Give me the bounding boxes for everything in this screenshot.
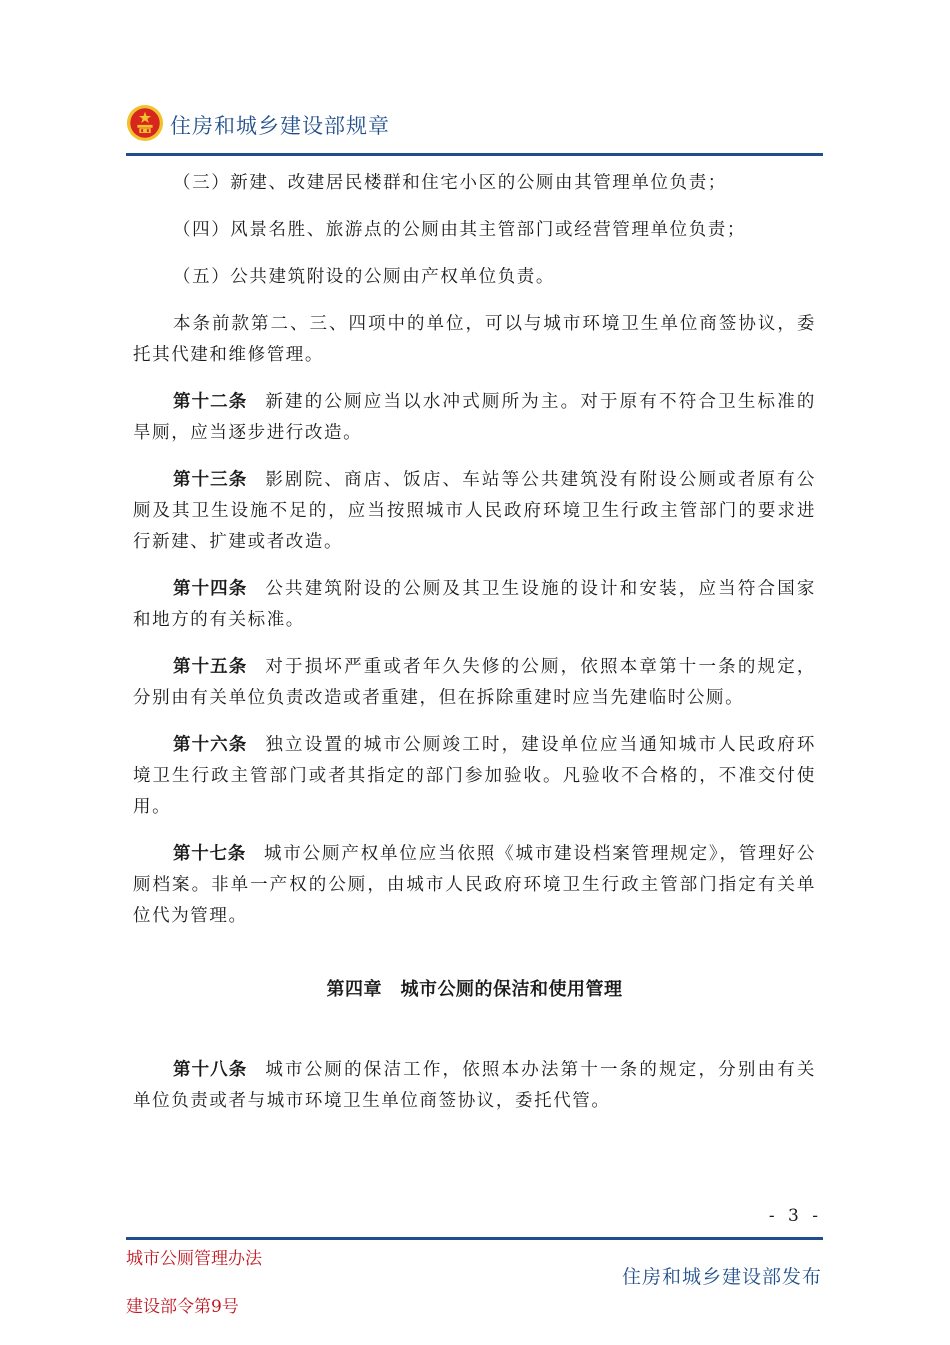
article-number: 第十二条 [173,392,248,412]
paragraph-note: 本条前款第二、三、四项中的单位，可以与城市环境卫生单位商签协议，委托其代建和维修管理。 [133,314,816,365]
article-number: 第十四条 [173,579,248,599]
article-number: 第十五条 [173,657,248,677]
article-text: 公共建筑附设的公厕及其卫生设施的设计和安装，应当符合国家和地方的有关标准。 [133,579,816,630]
article-12 [133,387,816,449]
footer-divider [126,1237,823,1240]
footer-decree: 建设部令第9号 [126,1297,239,1317]
page-header [126,104,823,156]
page-number: - 3 - [768,1206,822,1226]
article-number: 第十七条 [173,844,246,864]
footer-doc-title: 城市公厕管理办法 [126,1249,262,1269]
article-text: 城市公厕产权单位应当依照《城市建设档案管理规定》，管理好公厕档案。非单一产权的公厕，由城市人民政府环境卫生行政主管部门指定有关单位代为管理。 [133,844,816,926]
header-divider [126,153,823,156]
article-text: 独立设置的城市公厕竣工时，建设单位应当通知城市人民政府环境卫生行政主管部门或者其指定的部门参加验收。凡验收不合格的，不准交付使用。 [133,735,816,817]
paragraph-item-5: （五）公共建筑附设的公厕由产权单位负责。 [173,267,555,287]
national-emblem-icon [126,104,164,142]
paragraph-item-4: （四）风景名胜、旅游点的公厕由其主管部门或经营管理单位负责； [173,220,746,240]
article-16 [133,730,816,823]
article-18 [133,1055,816,1117]
footer-publisher: 住房和城乡建设部发布 [621,1266,822,1288]
chapter-heading: 第四章 城市公厕的保洁和使用管理 [326,979,623,1000]
article-number: 第十六条 [173,735,248,755]
article-text: 对于损坏严重或者年久失修的公厕，依照本章第十一条的规定，分别由有关单位负责改造或者重建，但在拆除重建时应当先建临时公厕。 [133,657,816,708]
article-number: 第十三条 [173,470,248,490]
article-13 [133,465,816,558]
article-15 [133,652,816,714]
article-text: 影剧院、商店、饭店、车站等公共建筑没有附设公厕或者原有公厕及其卫生设施不足的，应当按照城市人民政府环境卫生行政主管部门的要求进行新建、扩建或者改造。 [133,470,816,552]
article-text: 城市公厕的保洁工作，依照本办法第十一条的规定，分别由有关单位负责或者与城市环境卫生单位商签协议，委托代管。 [133,1060,816,1111]
document-body [133,168,816,1117]
article-14 [133,574,816,636]
article-17 [133,839,816,932]
header-title: 住房和城乡建设部规章 [170,114,390,138]
article-text: 新建的公厕应当以水冲式厕所为主。对于原有不符合卫生标准的旱厕，应当逐步进行改造。 [133,392,816,443]
article-number: 第十八条 [173,1060,248,1080]
paragraph-item-3: （三）新建、改建居民楼群和住宅小区的公厕由其管理单位负责； [173,173,727,193]
